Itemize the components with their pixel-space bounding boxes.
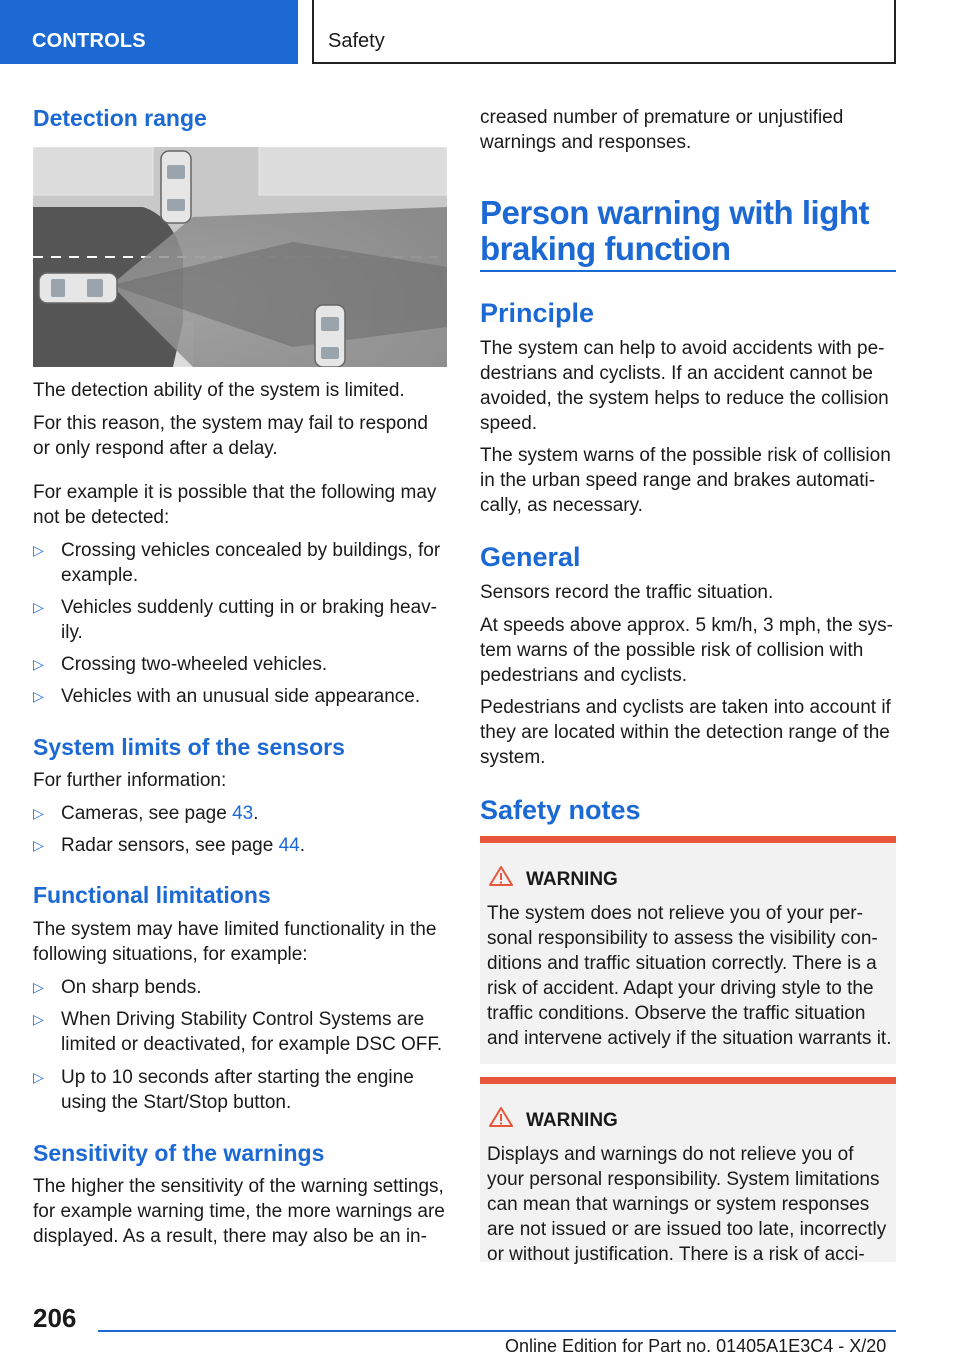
general-p1: Sensors record the traffic situation. (480, 582, 774, 603)
bullet-triangle-icon: ▷ (33, 837, 44, 853)
bullet-triangle-icon: ▷ (33, 979, 44, 995)
warning-box-1 (480, 836, 896, 1064)
detection-p2-line2: or only respond after a delay. (33, 438, 278, 459)
section-label: Safety (328, 30, 385, 52)
list-item: ▷ Up to 10 seconds after starting the engine using the Start/Stop button. (33, 1067, 414, 1113)
continued-line1: creased number of premature or unjustified (480, 107, 844, 128)
detection-p3-line2: not be detected: (33, 507, 170, 528)
sensor-limits-heading: System limits of the sensors (33, 734, 345, 760)
list-item: ▷ On sharp bends. (33, 977, 202, 998)
warning-1-text: The system does not relieve you of your per- sonal responsibility to assess the visibility con- ditions and traffic situation correctly. There is a risk of accident. Adapt your driving style to the traffic conditions. Observe the traffic situation and intervene actively if the situation warrants it. (487, 903, 892, 1049)
list-item: ▷ Vehicles suddenly cutting in or braking heav- ily. (33, 597, 438, 643)
page-number: 206 (33, 1303, 77, 1333)
car-bottom (315, 305, 345, 367)
functional-limits-heading: Functional limitations (33, 882, 271, 908)
section-header (312, 0, 896, 64)
warning-box-2 (480, 1077, 896, 1265)
sensitivity-heading: Sensitivity of the warnings (33, 1140, 325, 1166)
general-heading: General (480, 542, 581, 572)
footer-rule (98, 1330, 896, 1332)
sensitivity-line2: for example warning time, the more warnings are (33, 1201, 445, 1222)
general-p2: At speeds above approx. 5 km/h, 3 mph, the sys- tem warns of the possible risk of collision with pedestrians and cyclists. (480, 615, 893, 686)
bullet-triangle-icon: ▷ (33, 1069, 44, 1085)
warning-1-title: WARNING (526, 869, 618, 890)
continued-line2: warnings and responses. (480, 132, 692, 153)
bullet-triangle-icon: ▷ (33, 656, 44, 672)
list-item: ▷ When Driving Stability Control Systems are limited or deactivated, for example DSC OFF. (33, 1009, 443, 1055)
title-underline (480, 270, 896, 272)
general-p3: Pedestrians and cyclists are taken into account if they are located within the detection range of the system. (480, 697, 891, 768)
bullet-triangle-icon: ▷ (33, 599, 44, 615)
bullet-triangle-icon: ▷ (33, 688, 44, 704)
warning-triangle-icon (488, 1106, 514, 1128)
page-title: Person warning with light braking function (480, 194, 870, 267)
functional-limits-line2: following situations, for example: (33, 944, 308, 965)
warning-triangle-icon (488, 865, 514, 887)
detection-p1: The detection ability of the system is limited. (33, 380, 405, 401)
page-link-44[interactable]: 44 (278, 835, 300, 856)
list-item: ▷ Crossing two-wheeled vehicles. (33, 654, 328, 675)
list-item: ▷ Vehicles with an unusual side appearance. (33, 686, 421, 707)
car-left (39, 273, 117, 303)
bullet-triangle-icon: ▷ (33, 542, 44, 558)
principle-heading: Principle (480, 298, 595, 328)
edition-footer: Online Edition for Part no. 01405A1E3C4 - X/20 (505, 1336, 887, 1356)
sensor-limits-intro: For further information: (33, 770, 227, 791)
bullet-triangle-icon: ▷ (33, 805, 44, 821)
chapter-label: CONTROLS (32, 30, 146, 52)
detection-p2-line1: For this reason, the system may fail to respond (33, 413, 428, 434)
page-link-43[interactable]: 43 (232, 803, 254, 824)
warning-2-title: WARNING (526, 1110, 618, 1131)
detection-p3-line1: For example it is possible that the following may (33, 482, 437, 503)
bullet-triangle-icon: ▷ (33, 1011, 44, 1027)
sensitivity-line1: The higher the sensitivity of the warning settings, (33, 1176, 444, 1197)
list-item: ▷ Cameras, see page 43. (33, 803, 259, 824)
principle-p1: The system can help to avoid accidents with pe- destrians and cyclists. If an accident cannot be avoided, the system helps to reduce the collision speed. (480, 338, 889, 434)
list-item: ▷ Radar sensors, see page 44. (33, 835, 305, 856)
sensitivity-line3: displayed. As a result, there may also be an in- (33, 1226, 427, 1247)
detection-range-heading: Detection range (33, 105, 207, 131)
detection-range-illustration (33, 147, 447, 367)
list-item: ▷ Crossing vehicles concealed by buildings, for example. (33, 540, 441, 586)
principle-p2: The system warns of the possible risk of collision in the urban speed range and brakes automati- cally, as necessary. (480, 445, 891, 516)
chapter-tab (0, 0, 298, 64)
warning-2-text: Displays and warnings do not relieve you of your personal responsibility. System limitations can mean that warnings or system responses are not issued or are issued too late, incorrectly or without justification. There is a risk of acci- (487, 1144, 887, 1265)
safety-notes-heading: Safety notes (480, 795, 641, 825)
car-top (161, 151, 191, 223)
functional-limits-line1: The system may have limited functionality in the (33, 919, 437, 940)
